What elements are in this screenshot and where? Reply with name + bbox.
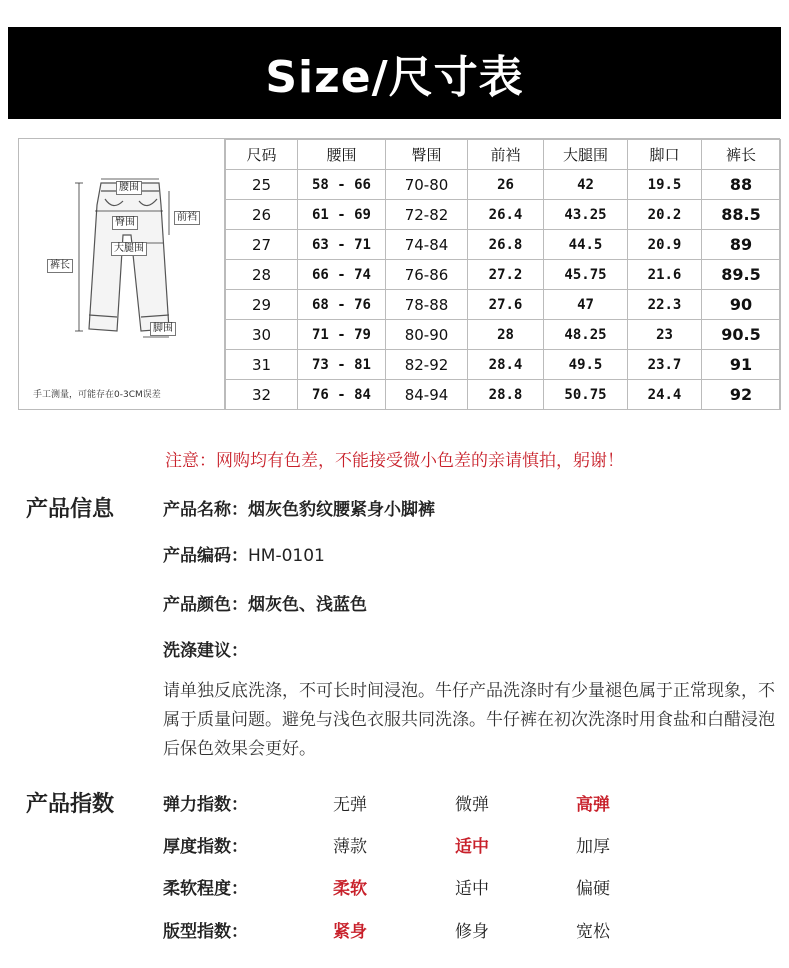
- size-table-cell: 22.3: [628, 290, 702, 320]
- size-table-cell: 23: [628, 320, 702, 350]
- header-hem: 脚口: [628, 140, 702, 170]
- wash-advice-text: 请单独反底洗涤，不可长时间浸泡。牛仔产品洗涤时有少量褪色属于正常现象，不属于质量问题。避免与浅色衣服共同洗涤。牛仔裤在初次洗涤时用食盐和白醋浸泡后保色效果会更好。: [163, 681, 775, 759]
- size-table-cell: 78-88: [386, 290, 468, 320]
- header-size: 尺码: [226, 140, 298, 170]
- index-label: 厚度指数：: [163, 837, 248, 857]
- index-option-selected: 柔软: [333, 879, 367, 899]
- pants-measurement-diagram: [19, 139, 225, 409]
- index-option: 无弹: [333, 795, 367, 815]
- size-table-cell: 92: [702, 380, 781, 410]
- diagram-label-thigh: 大腿围: [111, 242, 147, 256]
- size-table-cell: 63 - 71: [298, 230, 386, 260]
- size-table-cell: 49.5: [544, 350, 628, 380]
- size-table-cell: 26: [226, 200, 298, 230]
- size-table-cell: 47: [544, 290, 628, 320]
- product-index-title: 产品指数: [26, 792, 115, 817]
- product-name-value: 烟灰色豹纹腰紧身小脚裤: [248, 500, 435, 520]
- size-table-row: [226, 350, 781, 380]
- product-info-title: 产品信息: [26, 497, 115, 522]
- size-table-cell: 29: [226, 290, 298, 320]
- index-row: [163, 832, 763, 862]
- size-table-cell: 27: [226, 230, 298, 260]
- product-color-field: [163, 590, 367, 615]
- size-table-cell: 28: [468, 320, 544, 350]
- size-table-cell: 20.9: [628, 230, 702, 260]
- size-table-cell: 43.25: [544, 200, 628, 230]
- product-name-label: 产品名称：: [163, 500, 248, 520]
- size-table-cell: 66 - 74: [298, 260, 386, 290]
- diagram-label-rise: 前裆: [174, 211, 200, 225]
- size-table-cell: 26: [468, 170, 544, 200]
- size-table-cell: 80-90: [386, 320, 468, 350]
- size-table-cell: 24.4: [628, 380, 702, 410]
- size-table-cell: 26.8: [468, 230, 544, 260]
- header-rise: 前裆: [468, 140, 544, 170]
- size-table-cell: 74-84: [386, 230, 468, 260]
- size-table-row: [226, 380, 781, 410]
- diagram-label-length: 裤长: [47, 259, 73, 273]
- size-table-cell: 61 - 69: [298, 200, 386, 230]
- size-table-cell: 26.4: [468, 200, 544, 230]
- size-chart: [18, 138, 780, 410]
- size-table-cell: 28.8: [468, 380, 544, 410]
- index-label: 版型指数：: [163, 922, 248, 942]
- size-table-cell: 27.6: [468, 290, 544, 320]
- size-table-cell: 23.7: [628, 350, 702, 380]
- size-table-row: [226, 290, 781, 320]
- index-option: 适中: [455, 879, 489, 899]
- size-table-cell: 19.5: [628, 170, 702, 200]
- index-option: 修身: [455, 922, 489, 942]
- color-difference-notice: 注意：网购均有色差，不能接受微小色差的亲请慎拍，躬谢！: [165, 451, 624, 471]
- size-table-cell: 28: [226, 260, 298, 290]
- index-label: 柔软程度：: [163, 879, 248, 899]
- size-table-cell: 91: [702, 350, 781, 380]
- size-table-cell: 88: [702, 170, 781, 200]
- size-table-cell: 76-86: [386, 260, 468, 290]
- size-table-cell: 89.5: [702, 260, 781, 290]
- size-table-cell: 88.5: [702, 200, 781, 230]
- size-table-cell: 89: [702, 230, 781, 260]
- index-option: 微弹: [455, 795, 489, 815]
- product-color-value: 烟灰色、浅蓝色: [248, 595, 367, 615]
- wash-advice-label: 洗涤建议：: [163, 641, 248, 661]
- size-table-cell: 76 - 84: [298, 380, 386, 410]
- size-table-row: [226, 320, 781, 350]
- size-table-row: [226, 260, 781, 290]
- size-table-cell: 27.2: [468, 260, 544, 290]
- size-table-cell: 90: [702, 290, 781, 320]
- size-table-cell: 84-94: [386, 380, 468, 410]
- size-table-cell: 48.25: [544, 320, 628, 350]
- size-table-cell: 71 - 79: [298, 320, 386, 350]
- product-name-field: [163, 495, 435, 520]
- size-table-cell: 25: [226, 170, 298, 200]
- diagram-label-hem: 脚围: [150, 322, 176, 336]
- wash-advice-field: [163, 636, 248, 661]
- index-option: 宽松: [576, 922, 610, 942]
- header-waist: 腰围: [298, 140, 386, 170]
- index-option-selected: 紧身: [333, 922, 367, 942]
- size-table-cell: 90.5: [702, 320, 781, 350]
- index-row: [163, 790, 763, 820]
- size-table-cell: 32: [226, 380, 298, 410]
- size-table-header: [226, 140, 781, 170]
- header-hip: 臀围: [386, 140, 468, 170]
- index-option-selected: 高弹: [576, 795, 610, 815]
- product-code-value: HM-0101: [248, 546, 325, 566]
- size-table: [225, 139, 781, 410]
- header-thigh: 大腿围: [544, 140, 628, 170]
- size-table-cell: 42: [544, 170, 628, 200]
- size-table-cell: 72-82: [386, 200, 468, 230]
- size-table-cell: 45.75: [544, 260, 628, 290]
- size-table-cell: 82-92: [386, 350, 468, 380]
- size-table-cell: 50.75: [544, 380, 628, 410]
- size-chart-banner: [8, 27, 781, 119]
- header-length: 裤长: [702, 140, 781, 170]
- size-table-cell: 28.4: [468, 350, 544, 380]
- size-table-row: [226, 200, 781, 230]
- index-label: 弹力指数：: [163, 795, 248, 815]
- size-table-cell: 31: [226, 350, 298, 380]
- size-table-row: [226, 170, 781, 200]
- index-row: [163, 874, 763, 904]
- banner-title: Size/尺寸表: [265, 52, 524, 103]
- diagram-label-waist: 腰围: [116, 181, 142, 195]
- size-table-cell: 21.6: [628, 260, 702, 290]
- size-table-cell: 44.5: [544, 230, 628, 260]
- product-code-field: [163, 541, 325, 566]
- product-code-label: 产品编码：: [163, 546, 248, 566]
- size-table-cell: 20.2: [628, 200, 702, 230]
- diagram-label-hip: 臀围: [112, 216, 138, 230]
- size-table-cell: 73 - 81: [298, 350, 386, 380]
- size-table-cell: 70-80: [386, 170, 468, 200]
- index-option-selected: 适中: [455, 837, 489, 857]
- index-option: 偏硬: [576, 879, 610, 899]
- index-row: [163, 917, 763, 947]
- product-color-label: 产品颜色：: [163, 595, 248, 615]
- size-table-cell: 58 - 66: [298, 170, 386, 200]
- index-option: 薄款: [333, 837, 367, 857]
- index-option: 加厚: [576, 837, 610, 857]
- size-table-cell: 30: [226, 320, 298, 350]
- size-table-row: [226, 230, 781, 260]
- measurement-note: 手工测量，可能存在0-3CM误差: [33, 390, 161, 400]
- size-table-cell: 68 - 76: [298, 290, 386, 320]
